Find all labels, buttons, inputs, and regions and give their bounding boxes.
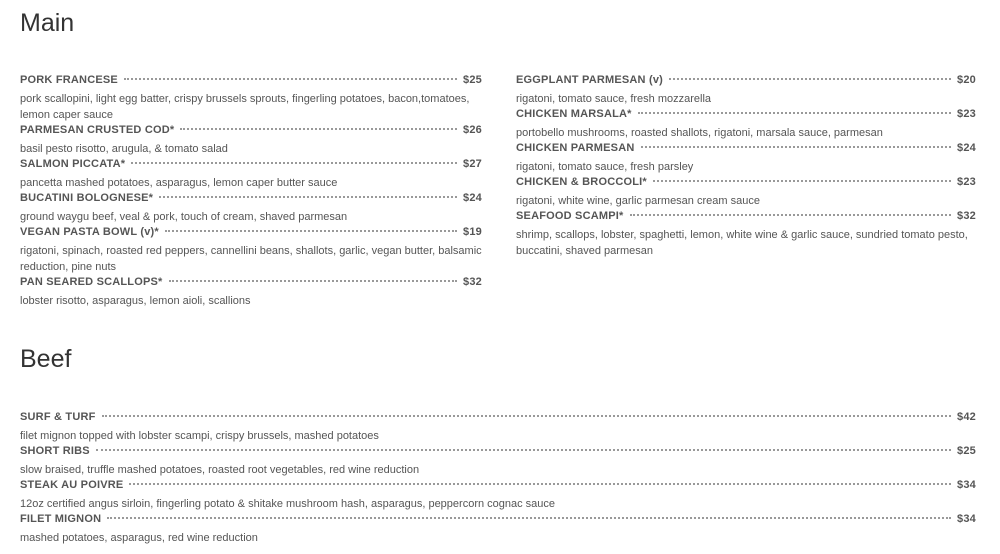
menu-item-price: $25 (957, 445, 976, 457)
menu-item-header (20, 158, 482, 175)
menu-item-description: shrimp, scallops, lobster, spaghetti, lemon, white wine & garlic sauce, sundried tomato pesto, buccatini, shaved parmesan (516, 229, 968, 257)
dotted-leader (630, 214, 952, 216)
menu-item-price: $32 (463, 276, 482, 288)
menu-item-name: SEAFOOD SCAMPI* (516, 210, 624, 222)
menu-item-header (516, 108, 976, 125)
menu-item (20, 124, 482, 158)
menu-column-left (20, 74, 482, 310)
section-title-beef: Beef (20, 345, 72, 373)
menu-item-description: rigatoni, tomato sauce, fresh mozzarella (516, 93, 712, 105)
menu-item (20, 74, 482, 124)
menu-item-price: $32 (957, 210, 976, 222)
menu-item-header (516, 74, 976, 91)
menu-item-description: rigatoni, white wine, garlic parmesan cream sauce (516, 195, 760, 207)
menu-item (20, 192, 482, 226)
menu-item-description: filet mignon topped with lobster scampi, crispy brussels, mashed potatoes (20, 430, 379, 442)
menu-item-price: $26 (463, 124, 482, 136)
menu-item-header (20, 411, 976, 428)
menu-item-price: $19 (463, 226, 482, 238)
dotted-leader (124, 78, 457, 80)
dotted-leader (169, 280, 458, 282)
menu-item-price: $34 (957, 513, 976, 525)
section-title-main: Main (20, 9, 75, 37)
menu-item (20, 479, 976, 513)
menu-item (516, 176, 976, 210)
menu-item-name: CHICKEN & BROCCOLI* (516, 176, 647, 188)
menu-item-name: SHORT RIBS (20, 445, 90, 457)
menu-item-price: $27 (463, 158, 482, 170)
menu-item-name: PAN SEARED SCALLOPS* (20, 276, 163, 288)
menu-item-description: mashed potatoes, asparagus, red wine reduction (20, 532, 258, 544)
menu-item-description: basil pesto risotto, arugula, & tomato salad (20, 143, 228, 155)
menu-item-name: PORK FRANCESE (20, 74, 118, 86)
menu-item-name: FILET MIGNON (20, 513, 102, 525)
dotted-leader (102, 415, 952, 417)
menu-item-description: ground waygu beef, veal & pork, touch of cream, shaved parmesan (20, 211, 348, 223)
menu-item-description: portobello mushrooms, roasted shallots, rigatoni, marsala sauce, parmesan (516, 127, 883, 139)
menu-item-name: CHICKEN MARSALA* (516, 108, 632, 120)
menu-item-description: pork scallopini, light egg batter, crispy brussels sprouts, fingerling potatoes, bacon,tomatoes, lemon caper sauce (20, 93, 470, 121)
menu-item-price: $23 (957, 176, 976, 188)
menu-item-name: SURF & TURF (20, 411, 96, 423)
dotted-leader (107, 517, 951, 519)
dotted-leader (96, 449, 951, 451)
menu-item-price: $25 (463, 74, 482, 86)
dotted-leader (669, 78, 951, 80)
dotted-leader (641, 146, 952, 148)
menu-item-price: $20 (957, 74, 976, 86)
dotted-leader (129, 483, 951, 485)
menu-list-beef (20, 411, 976, 547)
menu-item (20, 411, 976, 445)
menu-item-price: $42 (957, 411, 976, 423)
menu-item-description: rigatoni, tomato sauce, fresh parsley (516, 161, 694, 173)
menu-item (20, 513, 976, 547)
menu-item-name: STEAK AU POIVRE (20, 479, 124, 491)
menu-item-description: 12oz certified angus sirloin, fingerling potato & shitake mushroom hash, asparagus, peppercorn cognac sauce (20, 498, 556, 510)
menu-item-price: $24 (463, 192, 482, 204)
dotted-leader (180, 128, 457, 130)
menu-item-header (20, 276, 482, 293)
menu-item (20, 276, 482, 310)
menu-item-price: $23 (957, 108, 976, 120)
dotted-leader (653, 180, 951, 182)
menu-item-description: pancetta mashed potatoes, asparagus, lemon caper butter sauce (20, 177, 338, 189)
menu-item (20, 158, 482, 192)
menu-item-header (516, 142, 976, 159)
dotted-leader (131, 162, 457, 164)
menu-item-description: slow braised, truffle mashed potatoes, roasted root vegetables, red wine reduction (20, 464, 420, 476)
menu-item-name: EGGPLANT PARMESAN (v) (516, 74, 664, 86)
menu-item (516, 210, 976, 260)
menu-item-name: VEGAN PASTA BOWL (v)* (20, 226, 159, 238)
menu-item-header (20, 74, 482, 91)
menu-item-name: BUCATINI BOLOGNESE* (20, 192, 154, 204)
menu-column-right (516, 74, 976, 260)
menu-item-price: $34 (957, 479, 976, 491)
dotted-leader (638, 112, 951, 114)
menu-item-price: $24 (957, 142, 976, 154)
menu-item (20, 445, 976, 479)
menu-item (20, 226, 482, 276)
menu-item-header (20, 226, 482, 243)
menu-item-name: PARMESAN CRUSTED COD* (20, 124, 175, 136)
menu-item-description: rigatoni, spinach, roasted red peppers, cannellini beans, shallots, garlic, vegan butter, balsamic reduction, pine nuts (20, 245, 482, 273)
menu-item-name: CHICKEN PARMESAN (516, 142, 635, 154)
menu-item-header (20, 479, 976, 496)
dotted-leader (165, 230, 457, 232)
menu-item-header (20, 513, 976, 530)
dotted-leader (159, 196, 457, 198)
menu-item (516, 108, 976, 142)
menu-item-header (20, 192, 482, 209)
menu-item (516, 142, 976, 176)
menu-item-header (516, 176, 976, 193)
menu-item-name: SALMON PICCATA* (20, 158, 126, 170)
menu-item-header (516, 210, 976, 227)
menu-item (516, 74, 976, 108)
menu-item-header (20, 124, 482, 141)
menu-item-header (20, 445, 976, 462)
menu-item-description: lobster risotto, asparagus, lemon aioli, scallions (20, 295, 251, 307)
